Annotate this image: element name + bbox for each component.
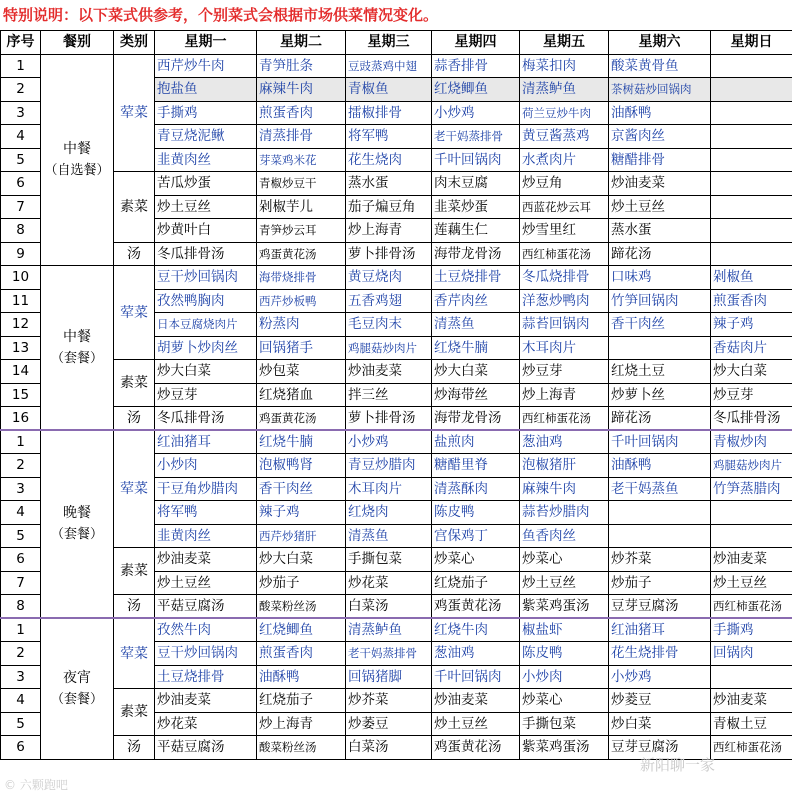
dish-category: 荤菜 bbox=[114, 430, 155, 548]
dish-cell: 擂椒排骨 bbox=[346, 101, 432, 125]
dish-cell: 小炒鸡 bbox=[609, 665, 711, 689]
dish-cell: 清蒸酥肉 bbox=[432, 477, 520, 501]
dish-cell: 鱼香肉丝 bbox=[520, 524, 609, 548]
dish-cell: 炒萎豆 bbox=[346, 712, 432, 736]
dish-cell: 海带烧排骨 bbox=[257, 266, 346, 290]
watermark-left: © 六颗跑吧 bbox=[4, 778, 68, 792]
dish-cell: 口味鸡 bbox=[609, 266, 711, 290]
dish-cell: 剁椒芋儿 bbox=[257, 195, 346, 219]
dish-cell: 花生烧排骨 bbox=[609, 642, 711, 666]
dish-cell: 豆豉蒸鸡中翅 bbox=[346, 54, 432, 78]
dish-cell: 孜然鸭胸肉 bbox=[155, 289, 257, 313]
dish-cell: 将军鸭 bbox=[155, 501, 257, 525]
dish-cell: 孜然牛肉 bbox=[155, 618, 257, 642]
meal-subtype: （套餐） bbox=[50, 691, 103, 707]
dish-cell: 油酥鸭 bbox=[257, 665, 346, 689]
dish-cell: 冬瓜排骨汤 bbox=[155, 407, 257, 431]
dish-category: 素菜 bbox=[114, 172, 155, 243]
meal-type bbox=[41, 266, 114, 431]
row-index: 11 bbox=[1, 289, 41, 313]
dish-cell: 茶树菇炒回锅肉 bbox=[609, 78, 711, 102]
meal-type bbox=[41, 430, 114, 618]
dish-cell: 炒大白菜 bbox=[432, 360, 520, 384]
dish-cell: 日本豆腐烧肉片 bbox=[155, 313, 257, 337]
dish-cell: 炒土豆丝 bbox=[432, 712, 520, 736]
dish-cell: 老干妈蒸排骨 bbox=[346, 642, 432, 666]
meal-subtype: （自选餐） bbox=[44, 162, 110, 178]
dish-cell bbox=[711, 242, 792, 266]
dish-cell: 炒土豆丝 bbox=[155, 195, 257, 219]
dish-cell: 抱盐鱼 bbox=[155, 78, 257, 102]
dish-cell: 炒芥菜 bbox=[609, 548, 711, 572]
row-index: 6 bbox=[1, 736, 41, 760]
dish-cell: 清蒸排骨 bbox=[257, 125, 346, 149]
dish-cell: 麻辣牛肉 bbox=[257, 78, 346, 102]
meal-name: 晚餐 bbox=[63, 505, 91, 521]
dish-cell: 油酥鸭 bbox=[609, 454, 711, 478]
dish-cell bbox=[609, 524, 711, 548]
dish-cell: 蹄花汤 bbox=[609, 407, 711, 431]
row-index: 1 bbox=[1, 618, 41, 642]
watermark-right: 新阳聊一家 bbox=[640, 756, 716, 774]
dish-cell: 粉蒸肉 bbox=[257, 313, 346, 337]
dish-cell: 炒油麦菜 bbox=[711, 548, 792, 572]
dish-cell: 炒大白菜 bbox=[257, 548, 346, 572]
dish-cell: 西芹炒板鸭 bbox=[257, 289, 346, 313]
dish-cell: 蒜香排骨 bbox=[432, 54, 520, 78]
dish-cell: 手撕鸡 bbox=[711, 618, 792, 642]
dish-cell: 炒油麦菜 bbox=[346, 360, 432, 384]
dish-cell: 鸡蛋黄花汤 bbox=[257, 242, 346, 266]
dish-cell: 拌三丝 bbox=[346, 383, 432, 407]
dish-cell: 炒大白菜 bbox=[711, 360, 792, 384]
dish-cell: 糖醋排骨 bbox=[609, 148, 711, 172]
dish-cell bbox=[609, 336, 711, 360]
dish-cell: 青豆烧泥鳅 bbox=[155, 125, 257, 149]
dish-cell: 炒土豆丝 bbox=[155, 571, 257, 595]
dish-cell: 鸡蛋黄花汤 bbox=[257, 407, 346, 431]
dish-cell: 椒盐虾 bbox=[520, 618, 609, 642]
dish-cell: 炒包菜 bbox=[257, 360, 346, 384]
dish-cell: 西芹炒牛肉 bbox=[155, 54, 257, 78]
dish-cell: 紫菜鸡蛋汤 bbox=[520, 736, 609, 760]
dish-cell: 红烧牛腩 bbox=[257, 430, 346, 454]
row-index: 7 bbox=[1, 195, 41, 219]
dish-cell: 煎蛋香肉 bbox=[711, 289, 792, 313]
dish-cell: 红烧鲫鱼 bbox=[432, 78, 520, 102]
dish-cell: 萝卜排骨汤 bbox=[346, 407, 432, 431]
dish-cell: 泡椒猪肝 bbox=[520, 454, 609, 478]
dish-cell: 炒菜心 bbox=[432, 548, 520, 572]
dish-category: 素菜 bbox=[114, 689, 155, 736]
dish-cell: 炒土豆丝 bbox=[520, 571, 609, 595]
dish-cell: 木耳肉片 bbox=[346, 477, 432, 501]
dish-cell: 青笋炒云耳 bbox=[257, 219, 346, 243]
row-index: 3 bbox=[1, 477, 41, 501]
dish-cell: 葱油鸡 bbox=[432, 642, 520, 666]
row-index: 2 bbox=[1, 78, 41, 102]
dish-cell: 小炒鸡 bbox=[346, 430, 432, 454]
header-tuesday: 星期二 bbox=[257, 31, 346, 55]
dish-cell: 蒸水蛋 bbox=[609, 219, 711, 243]
header-friday: 星期五 bbox=[520, 31, 609, 55]
dish-cell: 炒雪里红 bbox=[520, 219, 609, 243]
dish-cell: 白菜汤 bbox=[346, 736, 432, 760]
dish-cell bbox=[711, 172, 792, 196]
dish-cell: 辣子鸡 bbox=[711, 313, 792, 337]
dish-cell: 青椒炒豆干 bbox=[257, 172, 346, 196]
dish-cell: 冬瓜排骨汤 bbox=[711, 407, 792, 431]
dish-cell: 五香鸡翅 bbox=[346, 289, 432, 313]
row-index: 7 bbox=[1, 571, 41, 595]
dish-cell: 红烧牛肉 bbox=[432, 618, 520, 642]
header-meal: 餐别 bbox=[41, 31, 114, 55]
dish-cell: 香芹肉丝 bbox=[432, 289, 520, 313]
dish-cell bbox=[711, 101, 792, 125]
dish-cell: 炒油麦菜 bbox=[609, 172, 711, 196]
dish-cell: 木耳肉片 bbox=[520, 336, 609, 360]
dish-cell: 红烧猪血 bbox=[257, 383, 346, 407]
dish-cell: 香干肉丝 bbox=[257, 477, 346, 501]
menu-body bbox=[1, 54, 792, 759]
row-index: 5 bbox=[1, 148, 41, 172]
dish-cell: 蒜苔炒腊肉 bbox=[520, 501, 609, 525]
menu-row bbox=[1, 689, 792, 713]
dish-cell: 陈皮鸭 bbox=[520, 642, 609, 666]
meal-type bbox=[41, 54, 114, 266]
dish-cell: 海带龙骨汤 bbox=[432, 242, 520, 266]
dish-cell: 平菇豆腐汤 bbox=[155, 595, 257, 619]
row-index: 13 bbox=[1, 336, 41, 360]
dish-cell: 梅菜扣肉 bbox=[520, 54, 609, 78]
dish-cell: 竹笋回锅肉 bbox=[609, 289, 711, 313]
row-index: 3 bbox=[1, 665, 41, 689]
dish-cell: 炒油麦菜 bbox=[432, 689, 520, 713]
dish-cell: 老干妈蒸鱼 bbox=[609, 477, 711, 501]
dish-cell: 炒土豆丝 bbox=[711, 571, 792, 595]
dish-cell bbox=[711, 125, 792, 149]
dish-cell: 毛豆肉末 bbox=[346, 313, 432, 337]
dish-cell: 盐煎肉 bbox=[432, 430, 520, 454]
dish-cell: 炒油麦菜 bbox=[155, 548, 257, 572]
dish-cell: 回锅肉 bbox=[711, 642, 792, 666]
dish-cell: 青椒鱼 bbox=[346, 78, 432, 102]
dish-cell: 芽菜鸡米花 bbox=[257, 148, 346, 172]
dish-cell: 手撕鸡 bbox=[155, 101, 257, 125]
dish-cell bbox=[711, 195, 792, 219]
dish-cell: 黄豆酱蒸鸡 bbox=[520, 125, 609, 149]
row-index: 5 bbox=[1, 712, 41, 736]
dish-cell: 白菜汤 bbox=[346, 595, 432, 619]
dish-cell: 豆芽豆腐汤 bbox=[609, 736, 711, 760]
dish-cell: 酸菜粉丝汤 bbox=[257, 595, 346, 619]
menu-row bbox=[1, 548, 792, 572]
dish-cell: 鸡腿菇炒肉片 bbox=[346, 336, 432, 360]
dish-cell: 红烧牛腩 bbox=[432, 336, 520, 360]
header-thursday: 星期四 bbox=[432, 31, 520, 55]
dish-cell bbox=[711, 148, 792, 172]
dish-cell: 泡椒鸭肾 bbox=[257, 454, 346, 478]
dish-cell: 小炒肉 bbox=[520, 665, 609, 689]
row-index: 4 bbox=[1, 501, 41, 525]
dish-cell: 炒茄子 bbox=[609, 571, 711, 595]
dish-cell: 鸡蛋黄花汤 bbox=[432, 736, 520, 760]
row-index: 15 bbox=[1, 383, 41, 407]
header-saturday: 星期六 bbox=[609, 31, 711, 55]
dish-cell bbox=[711, 54, 792, 78]
row-index: 9 bbox=[1, 242, 41, 266]
dish-cell: 炒上海青 bbox=[257, 712, 346, 736]
dish-cell: 蒸水蛋 bbox=[346, 172, 432, 196]
dish-cell: 韭黄肉丝 bbox=[155, 524, 257, 548]
row-index: 5 bbox=[1, 524, 41, 548]
dish-cell: 红油猪耳 bbox=[609, 618, 711, 642]
dish-cell: 回锅猪脚 bbox=[346, 665, 432, 689]
dish-cell: 手撕包菜 bbox=[520, 712, 609, 736]
dish-cell: 麻辣牛肉 bbox=[520, 477, 609, 501]
row-index: 12 bbox=[1, 313, 41, 337]
dish-cell: 肉末豆腐 bbox=[432, 172, 520, 196]
menu-row bbox=[1, 595, 792, 619]
dish-cell: 葱油鸡 bbox=[520, 430, 609, 454]
dish-cell: 酸菜黄骨鱼 bbox=[609, 54, 711, 78]
row-index: 6 bbox=[1, 172, 41, 196]
dish-cell: 炒白菜 bbox=[609, 712, 711, 736]
dish-cell: 红烧鲫鱼 bbox=[257, 618, 346, 642]
dish-cell: 炒芥菜 bbox=[346, 689, 432, 713]
dish-cell: 宫保鸡丁 bbox=[432, 524, 520, 548]
dish-cell: 洋葱炒鸭肉 bbox=[520, 289, 609, 313]
dish-cell: 炒豆芽 bbox=[711, 383, 792, 407]
dish-cell: 香干肉丝 bbox=[609, 313, 711, 337]
dish-cell: 西红柿蛋花汤 bbox=[711, 595, 792, 619]
menu-row bbox=[1, 360, 792, 384]
dish-cell: 炒菱豆 bbox=[609, 689, 711, 713]
dish-cell: 老干妈蒸排骨 bbox=[432, 125, 520, 149]
dish-cell: 炒萝卜丝 bbox=[609, 383, 711, 407]
dish-cell: 京酱肉丝 bbox=[609, 125, 711, 149]
meal-name: 中餐 bbox=[63, 328, 91, 345]
dish-cell: 韭黄肉丝 bbox=[155, 148, 257, 172]
dish-cell: 将军鸭 bbox=[346, 125, 432, 149]
dish-cell: 手撕包菜 bbox=[346, 548, 432, 572]
dish-cell: 西红柿蛋花汤 bbox=[711, 736, 792, 760]
dish-cell: 炒海带丝 bbox=[432, 383, 520, 407]
dish-cell: 蒜苔回锅肉 bbox=[520, 313, 609, 337]
dish-cell: 千叶回锅肉 bbox=[432, 665, 520, 689]
header-wednesday: 星期三 bbox=[346, 31, 432, 55]
dish-cell: 煎蛋香肉 bbox=[257, 101, 346, 125]
row-index: 4 bbox=[1, 125, 41, 149]
dish-cell: 西红柿蛋花汤 bbox=[520, 407, 609, 431]
dish-cell: 苦瓜炒蛋 bbox=[155, 172, 257, 196]
dish-cell bbox=[711, 219, 792, 243]
dish-cell: 莲藕生仁 bbox=[432, 219, 520, 243]
dish-cell: 炒大白菜 bbox=[155, 360, 257, 384]
menu-row bbox=[1, 407, 792, 431]
dish-category: 素菜 bbox=[114, 360, 155, 407]
dish-cell: 炒花菜 bbox=[346, 571, 432, 595]
dish-cell: 炒土豆丝 bbox=[609, 195, 711, 219]
dish-cell: 西蓝花炒云耳 bbox=[520, 195, 609, 219]
dish-cell: 炒上海青 bbox=[520, 383, 609, 407]
dish-cell: 油酥鸭 bbox=[609, 101, 711, 125]
dish-category: 荤菜 bbox=[114, 618, 155, 689]
header-row bbox=[1, 31, 792, 55]
meal-name: 夜宵 bbox=[63, 669, 91, 686]
menu-row bbox=[1, 430, 792, 454]
row-index: 14 bbox=[1, 360, 41, 384]
row-index: 1 bbox=[1, 430, 41, 454]
dish-cell: 青豆炒腊肉 bbox=[346, 454, 432, 478]
row-index: 8 bbox=[1, 595, 41, 619]
dish-cell: 青笋肚条 bbox=[257, 54, 346, 78]
row-index: 6 bbox=[1, 548, 41, 572]
menu-row bbox=[1, 172, 792, 196]
dish-category: 汤 bbox=[114, 242, 155, 266]
dish-cell: 炒上海青 bbox=[346, 219, 432, 243]
dish-cell: 回锅猪手 bbox=[257, 336, 346, 360]
dish-cell: 竹笋蒸腊肉 bbox=[711, 477, 792, 501]
dish-cell: 冬瓜排骨汤 bbox=[155, 242, 257, 266]
row-index: 8 bbox=[1, 219, 41, 243]
header-sunday: 星期日 bbox=[711, 31, 792, 55]
dish-cell: 香菇肉片 bbox=[711, 336, 792, 360]
dish-cell: 蹄花汤 bbox=[609, 242, 711, 266]
dish-cell: 紫菜鸡蛋汤 bbox=[520, 595, 609, 619]
dish-cell: 剁椒鱼 bbox=[711, 266, 792, 290]
dish-cell: 清蒸鱼 bbox=[432, 313, 520, 337]
dish-cell: 青椒炒肉 bbox=[711, 430, 792, 454]
dish-cell bbox=[711, 78, 792, 102]
dish-cell: 糖醋里脊 bbox=[432, 454, 520, 478]
dish-cell: 西红柿蛋花汤 bbox=[520, 242, 609, 266]
dish-category: 荤菜 bbox=[114, 266, 155, 360]
meal-subtype: （套餐） bbox=[50, 527, 103, 542]
dish-cell: 荷兰豆炒牛肉 bbox=[520, 101, 609, 125]
row-index: 3 bbox=[1, 101, 41, 125]
dish-cell: 炒豆角 bbox=[520, 172, 609, 196]
dish-cell: 千叶回锅肉 bbox=[432, 148, 520, 172]
dish-cell: 炒黄叶白 bbox=[155, 219, 257, 243]
row-index: 2 bbox=[1, 454, 41, 478]
dish-cell: 清蒸鲈鱼 bbox=[520, 78, 609, 102]
dish-cell: 鸡蛋黄花汤 bbox=[432, 595, 520, 619]
row-index: 16 bbox=[1, 407, 41, 431]
dish-cell: 炒豆芽 bbox=[520, 360, 609, 384]
dish-cell: 胡萝卜炒肉丝 bbox=[155, 336, 257, 360]
dish-cell: 酸菜粉丝汤 bbox=[257, 736, 346, 760]
dish-cell: 炒豆芽 bbox=[155, 383, 257, 407]
meal-subtype: （套餐） bbox=[50, 350, 103, 366]
dish-cell bbox=[711, 665, 792, 689]
row-index: 4 bbox=[1, 689, 41, 713]
weekly-menu-table bbox=[0, 30, 792, 760]
dish-cell: 红烧土豆 bbox=[609, 360, 711, 384]
dish-cell: 干豆角炒腊肉 bbox=[155, 477, 257, 501]
meal-name: 中餐 bbox=[63, 140, 91, 157]
dish-cell: 煎蛋香肉 bbox=[257, 642, 346, 666]
dish-category: 汤 bbox=[114, 407, 155, 431]
header-monday: 星期一 bbox=[155, 31, 257, 55]
dish-cell bbox=[609, 501, 711, 525]
dish-cell: 清蒸鱼 bbox=[346, 524, 432, 548]
dish-category: 汤 bbox=[114, 595, 155, 619]
dish-cell: 豆干炒回锅肉 bbox=[155, 266, 257, 290]
dish-cell: 豆芽豆腐汤 bbox=[609, 595, 711, 619]
menu-row bbox=[1, 54, 792, 78]
dish-cell: 海带龙骨汤 bbox=[432, 407, 520, 431]
dish-category: 荤菜 bbox=[114, 54, 155, 172]
dish-cell: 炒菜心 bbox=[520, 689, 609, 713]
dish-cell: 冬瓜烧排骨 bbox=[520, 266, 609, 290]
dish-cell: 炒油麦菜 bbox=[711, 689, 792, 713]
dish-cell: 平菇豆腐汤 bbox=[155, 736, 257, 760]
dish-cell: 红油猪耳 bbox=[155, 430, 257, 454]
dish-cell: 小炒鸡 bbox=[432, 101, 520, 125]
dish-category: 素菜 bbox=[114, 548, 155, 595]
dish-cell: 红烧茄子 bbox=[257, 689, 346, 713]
meal-type bbox=[41, 618, 114, 759]
dish-cell: 青椒土豆 bbox=[711, 712, 792, 736]
dish-cell: 水煮肉片 bbox=[520, 148, 609, 172]
dish-cell: 陈皮鸭 bbox=[432, 501, 520, 525]
dish-cell bbox=[711, 501, 792, 525]
dish-category: 汤 bbox=[114, 736, 155, 760]
dish-cell: 黄豆烧肉 bbox=[346, 266, 432, 290]
dish-cell: 土豆烧排骨 bbox=[432, 266, 520, 290]
dish-cell: 清蒸鲈鱼 bbox=[346, 618, 432, 642]
dish-cell: 炒花菜 bbox=[155, 712, 257, 736]
dish-cell: 炒油麦菜 bbox=[155, 689, 257, 713]
dish-cell: 土豆烧排骨 bbox=[155, 665, 257, 689]
menu-row bbox=[1, 618, 792, 642]
menu-row bbox=[1, 242, 792, 266]
dish-cell: 辣子鸡 bbox=[257, 501, 346, 525]
dish-cell: 西芹炒猪肝 bbox=[257, 524, 346, 548]
header-category: 类别 bbox=[114, 31, 155, 55]
dish-cell: 鸡腿菇炒肉片 bbox=[711, 454, 792, 478]
dish-cell: 炒茄子 bbox=[257, 571, 346, 595]
dish-cell: 千叶回锅肉 bbox=[609, 430, 711, 454]
row-index: 1 bbox=[1, 54, 41, 78]
dish-cell: 茄子煸豆角 bbox=[346, 195, 432, 219]
dish-cell: 花生烧肉 bbox=[346, 148, 432, 172]
row-index: 2 bbox=[1, 642, 41, 666]
menu-row bbox=[1, 266, 792, 290]
dish-cell: 炒菜心 bbox=[520, 548, 609, 572]
dish-cell: 萝卜排骨汤 bbox=[346, 242, 432, 266]
row-index: 10 bbox=[1, 266, 41, 290]
special-notice: 特别说明：以下菜式供参考，个别菜式会根据市场供菜情况变化。 bbox=[3, 6, 439, 24]
dish-cell: 红烧茄子 bbox=[432, 571, 520, 595]
dish-cell: 小炒肉 bbox=[155, 454, 257, 478]
dish-cell bbox=[711, 524, 792, 548]
header-index: 序号 bbox=[1, 31, 41, 55]
dish-cell: 豆干炒回锅肉 bbox=[155, 642, 257, 666]
dish-cell: 韭菜炒蛋 bbox=[432, 195, 520, 219]
dish-cell: 红烧肉 bbox=[346, 501, 432, 525]
